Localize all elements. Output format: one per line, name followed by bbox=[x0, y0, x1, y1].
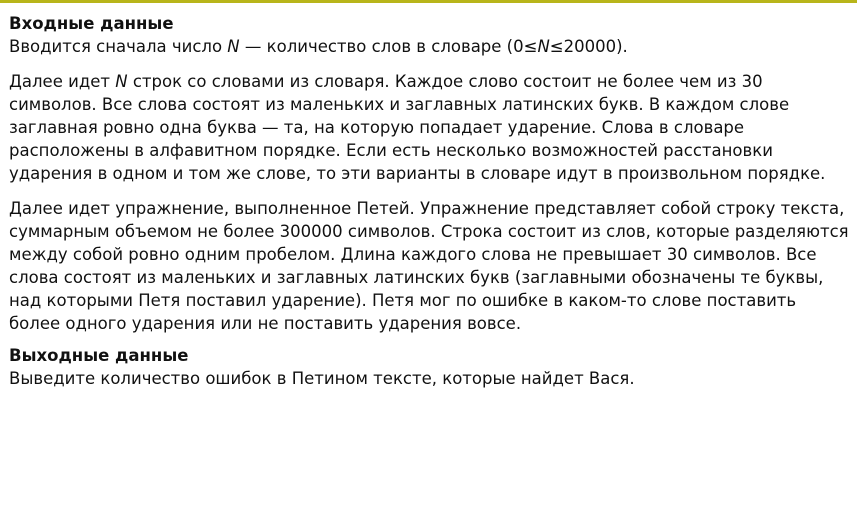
input-p1-after: ≤20000). bbox=[549, 37, 628, 56]
variable-n: N bbox=[115, 72, 128, 91]
input-paragraph-dictionary bbox=[9, 70, 849, 185]
input-paragraph-exercise: Далее идет упражнение, выполненное Петей. Упражнение представляет собой строку текста, суммарным объемом не более 300000 символов. Строка состоит из слов, которые разделяются между собой ровно одним пробелом. Длина каждого слова не превышает 30 символов. Все слова состоят из маленьких и заглавных латинских букв (заглавными обозначены те буквы, над которыми Петя поставил ударение). Петя мог по ошибке в каком-то слове поставить более одного ударения или не поставить ударения вовсе. bbox=[9, 199, 849, 333]
input-p2-after: строк со словами из словаря. Каждое слово состоит не более чем из 30 символов. Все слова состоят из маленьких и заглавных латинских букв. В каждом слове заглавная ровно одна буква — та, на которую попадает ударение. Слова в словаре расположены в алфавитном порядке. Если есть несколько возможностей расстановки ударения в одном и том же слове, то эти варианты в словаре идут в произвольном порядке. bbox=[9, 72, 826, 183]
input-p1-middle: — количество слов в словаре (0≤ bbox=[239, 37, 538, 56]
input-paragraph-count bbox=[9, 35, 849, 58]
output-paragraph: Выведите количество ошибок в Петином тексте, которые найдет Вася. bbox=[9, 369, 635, 388]
input-section bbox=[9, 13, 849, 335]
input-p1-before: Вводится сначала число bbox=[9, 37, 228, 56]
problem-statement bbox=[9, 13, 849, 402]
input-p2-before: Далее идет bbox=[9, 72, 116, 91]
variable-n: N bbox=[227, 37, 240, 56]
top-divider bbox=[0, 0, 857, 3]
output-section bbox=[9, 345, 849, 390]
input-heading: Входные данные bbox=[9, 14, 174, 33]
output-heading: Выходные данные bbox=[9, 346, 189, 365]
variable-n: N bbox=[537, 37, 550, 56]
